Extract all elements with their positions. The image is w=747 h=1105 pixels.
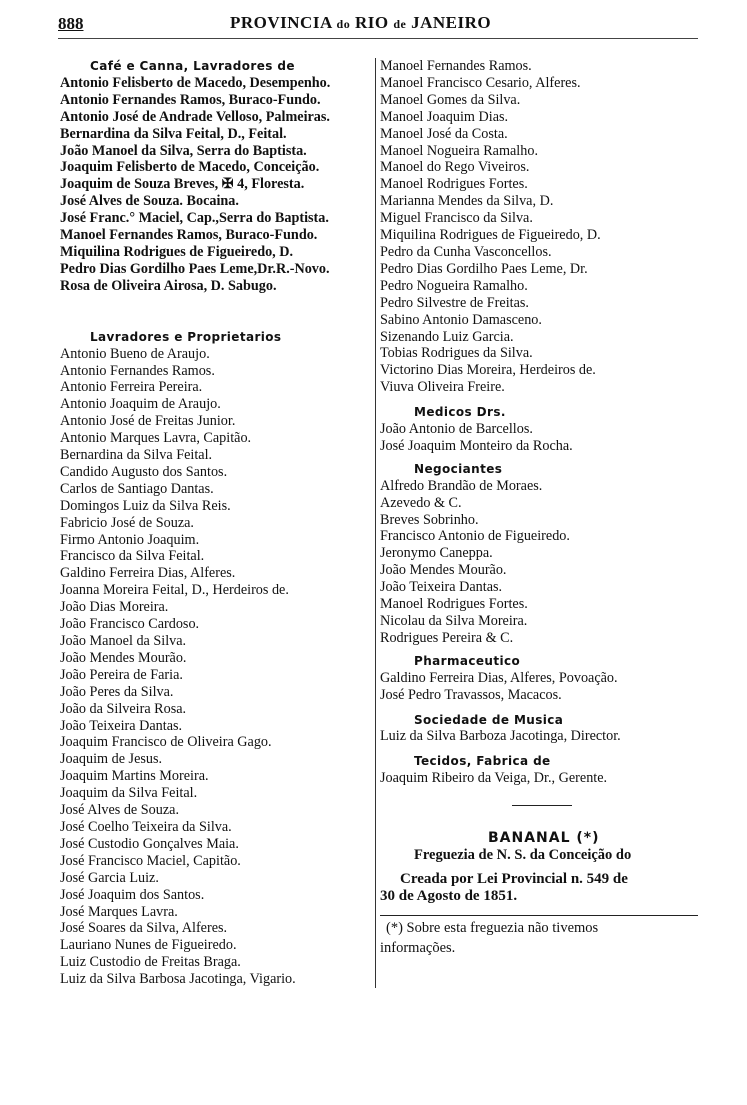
running-title-part: do — [336, 17, 351, 31]
list-item: Manoel Rodrigues Fortes. — [380, 176, 528, 193]
list-item: José Franc.° Maciel, Cap.,Serra do Baptista. — [60, 210, 329, 227]
footnote-rule — [380, 915, 698, 916]
list-item: Luiz da Silva Barbosa Jacotinga, Vigario. — [60, 971, 296, 988]
list-item: José Alves de Souza. Bocaina. — [60, 193, 239, 210]
section-heading-lavradores: Lavradores e Proprietarios — [90, 329, 282, 344]
list-item: Pedro Dias Gordilho Paes Leme, Dr. — [380, 260, 588, 277]
list-item: Galdino Ferreira Dias, Alferes. — [60, 565, 236, 582]
bananal-creation-text: Creada por Lei Provincial n. 549 de — [400, 870, 628, 887]
section-rule — [512, 805, 572, 806]
list-item: João Teixeira Dantas. — [60, 717, 183, 734]
list-tecidos — [380, 770, 698, 787]
list-item: Pedro Silvestre de Freitas. — [380, 294, 529, 311]
list-item: Pedro da Cunha Vasconcellos. — [380, 243, 552, 260]
list-item: Miguel Francisco da Silva. — [380, 210, 533, 227]
list-medicos — [380, 421, 698, 455]
list-item: Francisco Antonio de Figueiredo. — [380, 528, 570, 545]
list-item: Joaquim Felisberto de Macedo, Conceição. — [60, 159, 320, 176]
bananal-title: BANANAL (*) — [488, 830, 600, 847]
list-item: Antonio José de Freitas Junior. — [60, 413, 236, 430]
list-item: Alfredo Brandão de Moraes. — [380, 477, 543, 494]
list-item: Antonio Ferreira Pereira. — [60, 379, 203, 396]
list-item: Domingos Luiz da Silva Reis. — [60, 497, 231, 514]
list-item: Rosa de Oliveira Airosa, D. Sabugo. — [60, 277, 277, 294]
list-item: José Coelho Teixeira da Silva. — [60, 818, 232, 835]
list-musica — [380, 728, 698, 745]
list-item: Manoel Gomes da Silva. — [380, 91, 521, 108]
list-item: Joanna Moreira Feital, D., Herdeiros de. — [60, 582, 289, 599]
list-item: José Joaquim dos Santos. — [60, 886, 205, 903]
list-item: José Pedro Travassos, Macacos. — [380, 686, 562, 703]
page-number: 888 — [58, 14, 84, 33]
running-title-part: PROVINCIA — [230, 13, 332, 32]
list-item: Bernardina da Silva Feital. — [60, 447, 213, 464]
list-lavradores — [60, 346, 372, 988]
list-item: Nicolau da Silva Moreira. — [380, 613, 528, 629]
list-item: João Peres da Silva. — [60, 683, 174, 700]
list-item: João Teixeira Dantas. — [380, 579, 503, 596]
list-item: Carlos de Santiago Dantas. — [60, 480, 214, 497]
list-item: João Antonio de Barcellos. — [380, 421, 533, 438]
list-item: Joaquim de Jesus. — [60, 751, 163, 768]
list-item: Sabino Antonio Damasceno. — [380, 311, 542, 328]
list-lavradores-continued — [380, 58, 698, 396]
list-item: Joaquim Ribeiro da Veiga, Dr., Gerente. — [380, 770, 608, 787]
list-item: José Custodio Gonçalves Maia. — [60, 835, 239, 852]
list-item: Luiz Custodio de Freitas Braga. — [60, 954, 241, 971]
list-item: Sizenando Luiz Garcia. — [380, 328, 514, 345]
list-cafe-canna — [60, 75, 372, 295]
list-item: Pedro Nogueira Ramalho. — [380, 277, 528, 294]
column-divider — [375, 58, 376, 988]
list-item: João Pereira de Faria. — [60, 666, 183, 683]
list-item: Jeronymo Caneppa. — [380, 545, 493, 562]
list-item: Manoel Rodrigues Fortes. — [380, 596, 528, 613]
section-heading-cafe-canna: Café e Canna, Lavradores de — [90, 59, 295, 73]
footnote-text: (*) Sobre esta freguezia não tivemos — [386, 919, 599, 936]
list-item: Breves Sobrinho. — [380, 511, 479, 528]
list-negociantes — [380, 478, 698, 647]
list-item: Victorino Dias Moreira, Herdeiros de. — [380, 362, 596, 379]
list-item: Azevedo & C. — [380, 494, 462, 511]
list-item: Joaquim Martins Moreira. — [60, 768, 209, 785]
list-item: José Alves de Souza. — [60, 802, 179, 819]
list-item: Antonio Marques Lavra, Capitão. — [60, 430, 252, 447]
list-item: José Garcia Luiz. — [60, 869, 159, 886]
list-item: João Manoel da Silva. — [60, 633, 187, 649]
footnote-text-continued: informações. — [380, 940, 456, 957]
list-item: João Mendes Mourão. — [380, 562, 507, 579]
bananal-creation-date: 30 de Agosto de 1851. — [380, 887, 518, 904]
list-item: Joaquim Francisco de Oliveira Gago. — [60, 734, 272, 751]
section-heading-musica: Sociedade de Musica — [414, 712, 564, 727]
right-column — [380, 58, 698, 957]
list-item: Lauriano Nunes de Figueiredo. — [60, 937, 237, 954]
running-title — [230, 13, 491, 33]
list-item: Manoel Fernandes Ramos. — [380, 58, 532, 74]
list-item: Antonio José de Andrade Velloso, Palmeiras. — [60, 108, 330, 125]
list-item: Manoel José da Costa. — [380, 125, 508, 142]
list-item: Bernardina da Silva Feital, D., Feital. — [60, 125, 287, 142]
list-item: Rodrigues Pereira & C. — [380, 629, 514, 646]
bananal-subtitle: Freguezia de N. S. da Conceição do — [414, 847, 632, 864]
list-item: Joaquim de Souza Breves, ✠ 4, Floresta. — [60, 176, 305, 193]
list-item: Antonio Fernandes Ramos, Buraco-Fundo. — [60, 91, 321, 108]
list-item: Manoel Nogueira Ramalho. — [380, 142, 538, 159]
list-item: Antonio Felisberto de Macedo, Desempenho. — [60, 74, 331, 91]
list-item: José Francisco Maciel, Capitão. — [60, 852, 241, 869]
running-title-part: RIO — [354, 13, 389, 32]
section-heading-medicos: Medicos Drs. — [414, 405, 506, 420]
list-item: Antonio Joaquim de Araujo. — [60, 396, 221, 413]
list-item: José Soares da Silva, Alferes. — [60, 920, 228, 937]
list-item: Manoel Francisco Cesario, Alferes. — [380, 74, 581, 91]
list-item: João Mendes Mourão. — [60, 649, 187, 666]
list-item: Antonio Fernandes Ramos. — [60, 362, 215, 379]
list-item: Manoel do Rego Viveiros. — [380, 159, 530, 176]
list-item: Antonio Bueno de Araujo. — [60, 345, 210, 362]
list-pharmaceutico — [380, 670, 698, 704]
list-item: Marianna Mendes da Silva, D. — [380, 193, 554, 210]
list-item: Luiz da Silva Barboza Jacotinga, Director. — [380, 728, 621, 745]
list-item: Manoel Joaquim Dias. — [380, 108, 509, 125]
list-item: José Marques Lavra. — [60, 903, 178, 920]
list-item: Viuva Oliveira Freire. — [380, 379, 505, 396]
list-item: José Joaquim Monteiro da Rocha. — [380, 437, 573, 454]
list-item: Joaquim da Silva Feital. — [60, 785, 198, 802]
section-heading-pharmaceutico: Pharmaceutico — [414, 653, 521, 668]
section-heading-tecidos: Tecidos, Fabrica de — [414, 754, 551, 769]
left-column — [60, 58, 372, 988]
list-item: Francisco da Silva Feital. — [60, 548, 205, 565]
list-item: João Dias Moreira. — [60, 599, 169, 616]
list-item: João Francisco Cardoso. — [60, 616, 200, 633]
page-header — [58, 8, 698, 39]
list-item: Candido Augusto dos Santos. — [60, 463, 228, 480]
list-item: João da Silveira Rosa. — [60, 700, 187, 717]
running-title-part: de — [393, 17, 407, 31]
list-item: Tobias Rodrigues da Silva. — [380, 345, 533, 362]
list-item: Fabricio José de Souza. — [60, 514, 194, 531]
section-heading-negociantes: Negociantes — [414, 461, 503, 476]
list-item: Firmo Antonio Joaquim. — [60, 531, 200, 548]
list-item: Galdino Ferreira Dias, Alferes, Povoação. — [380, 669, 618, 686]
list-item: Pedro Dias Gordilho Paes Leme,Dr.R.-Novo. — [60, 260, 330, 277]
running-title-part: JANEIRO — [411, 13, 492, 32]
list-item: Manoel Fernandes Ramos, Buraco-Fundo. — [60, 227, 318, 244]
list-item: João Manoel da Silva, Serra do Baptista. — [60, 142, 307, 159]
list-item: Miquilina Rodrigues de Figueiredo, D. — [380, 227, 601, 244]
list-item: Miquilina Rodrigues de Figueiredo, D. — [60, 243, 294, 260]
